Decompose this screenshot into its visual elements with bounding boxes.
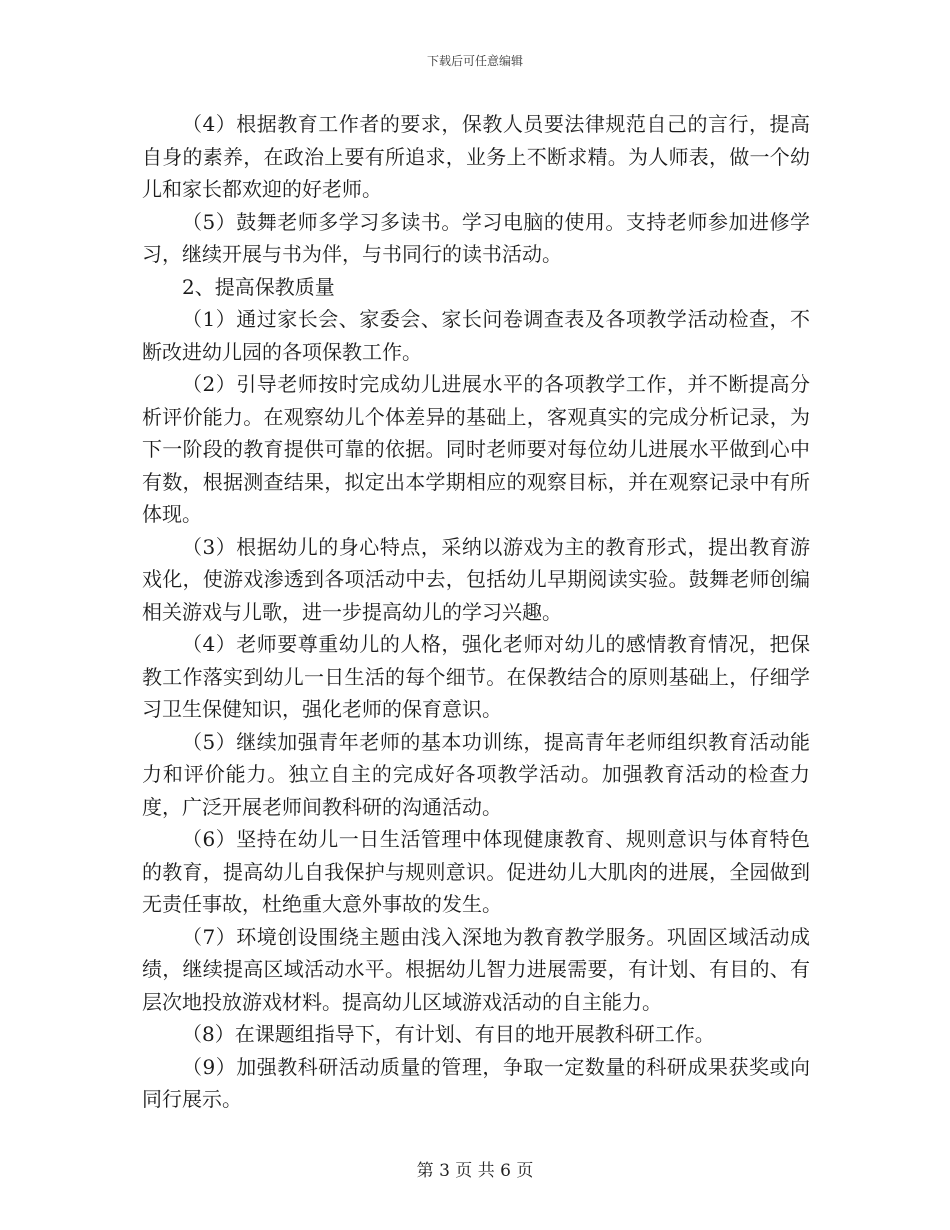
paragraph: （6）坚持在幼儿一日生活管理中体现健康教育、规则意识与体育特色的教育，提高幼儿自我保护与规则意识。促进幼儿大肌肉的进展，全园做到无责任事故，杜绝重大意外事故的发生。 bbox=[142, 827, 810, 916]
paragraph: （1）通过家长会、家委会、家长问卷调查表及各项教学活动检查，不断改进幼儿园的各项保教工作。 bbox=[142, 307, 810, 364]
paragraph: （5）鼓舞老师多学习多读书。学习电脑的使用。支持老师参加进修学习，继续开展与书为伴，与书同行的读书活动。 bbox=[142, 209, 810, 266]
paragraph: （8）在课题组指导下，有计划、有目的地开展教科研工作。 bbox=[182, 1022, 715, 1046]
section-heading: 2、提高保教质量 bbox=[182, 274, 335, 299]
page-header: 下载后可任意编辑 bbox=[426, 54, 523, 68]
page-number: 第 3 页 共 6 页 bbox=[416, 1161, 534, 1181]
paragraph: （7）环境创设围绕主题由浅入深地为教育教学服务。巩固区域活动成绩，继续提高区域活动水平。根据幼儿智力进展需要，有计划、有目的、有层次地投放游戏材料。提高幼儿区域游戏活动的自主能力。 bbox=[142, 924, 810, 1014]
paragraph: （9）加强教科研活动质量的管理，争取一定数量的科研成果获奖或向同行展示。 bbox=[142, 1054, 810, 1111]
paragraph: （3）根据幼儿的身心特点，采纳以游戏为主的教育形式，提出教育游戏化，使游戏渗透到各项活动中去，包括幼儿早期阅读实验。鼓舞老师创编相关游戏与儿歌，进一步提高幼儿的学习兴趣。 bbox=[142, 534, 810, 624]
document-body bbox=[142, 108, 810, 1116]
paragraph: （5）继续加强青年老师的基本功训练，提高青年老师组织教育活动能力和评价能力。独立自主的完成好各项教学活动。加强教育活动的检查力度，广泛开展老师间教科研的沟通活动。 bbox=[142, 729, 810, 819]
paragraph: （2）引导老师按时完成幼儿进展水平的各项教学工作，并不断提高分析评价能力。在观察幼儿个体差异的基础上，客观真实的完成分析记录，为下一阶段的教育提供可靠的依据。同时老师要对每位幼儿进展水平做到心中有数，根据测查结果，拟定出本学期相应的观察目标，并在观察记录中有所体现。 bbox=[142, 372, 810, 526]
paragraph: （4）根据教育工作者的要求，保教人员要法律规范自己的言行，提高自身的素养，在政治上要有所追求，业务上不断求精。为人师表，做一个幼儿和家长都欢迎的好老师。 bbox=[142, 112, 810, 201]
paragraph: （4）老师要尊重幼儿的人格，强化老师对幼儿的感情教育情况，把保教工作落实到幼儿一日生活的每个细节。在保教结合的原则基础上，仔细学习卫生保健知识，强化老师的保育意识。 bbox=[142, 632, 810, 721]
